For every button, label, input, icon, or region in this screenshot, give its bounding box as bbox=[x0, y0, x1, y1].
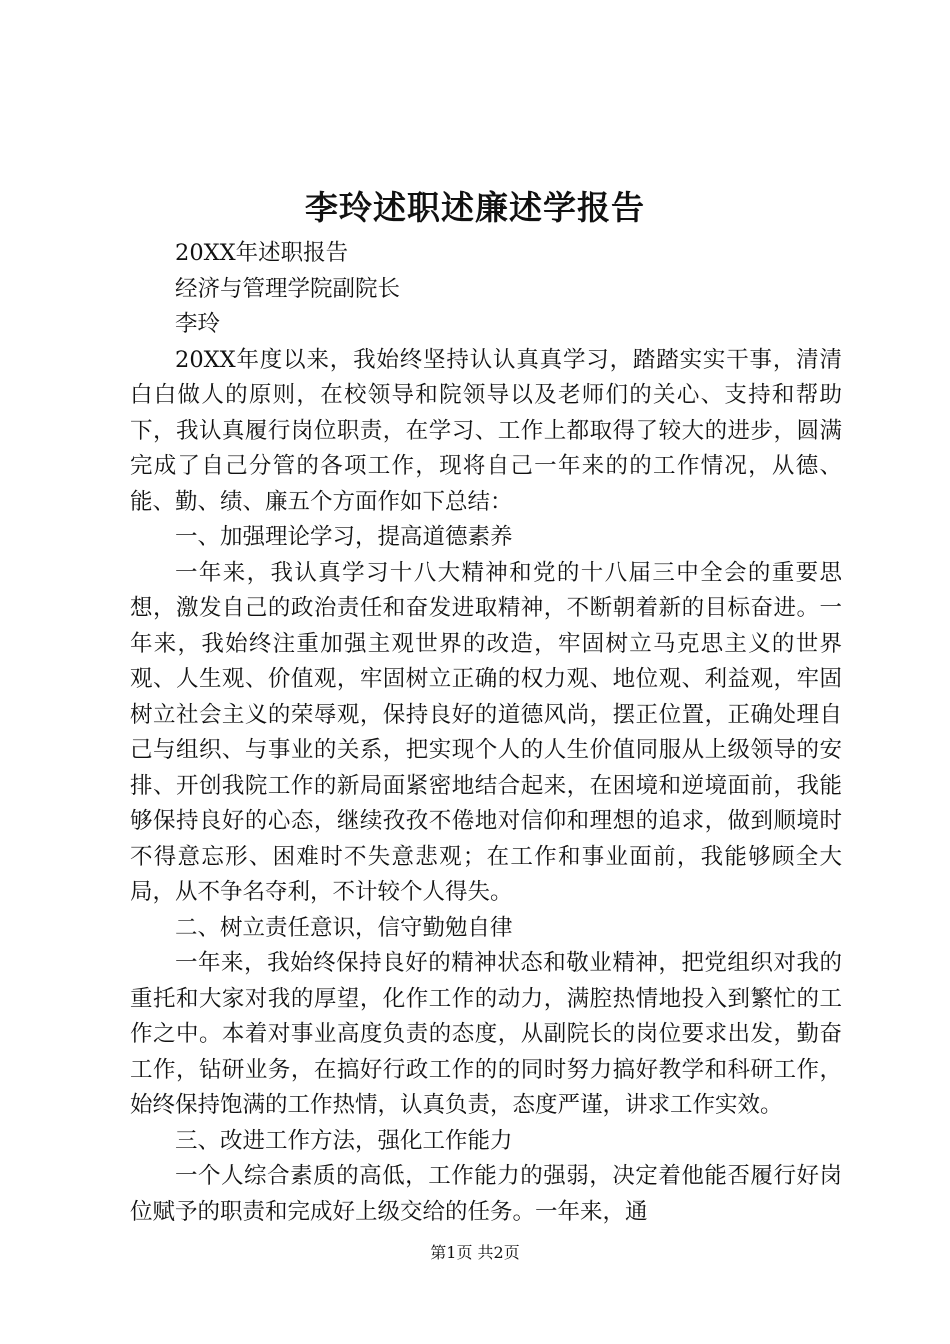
report-year-line: 20XX年述职报告 bbox=[175, 240, 349, 266]
section-2-paragraph: 一年来，我始终保持良好的精神状态和敬业精神，把党组织对我的重托和大家对我的厚望，化作工作的动力，满腔热情地投入到繁忙的工作之中。本着对事业高度负责的态度，从副院长的岗位要求出发，勤奋工作，钻研业务，在搞好行政工作的的同时努力搞好教学和科研工作，始终保持饱满的工作热情，认真负责，态度严谨，讲求工作实效。 bbox=[130, 950, 842, 1118]
section-heading-2: 二、树立责任意识，信守勤勉自律 bbox=[175, 914, 513, 941]
author-position-line: 经济与管理学院副院长 bbox=[175, 275, 401, 302]
section-1-paragraph: 一年来，我认真学习十八大精神和党的十八届三中全会的重要思想，激发自己的政治责任和奋发进取精神，不断朝着新的目标奋进。一年来，我始终注重加强主观世界的改造，牢固树立马克思主义的世界观、人生观、价值观，牢固树立正确的权力观、地位观、利益观，牢固树立社会主义的荣辱观，保持良好的道德风尚，摆正位置，正确处理自己与组织、与事业的关系，把实现个人的人生价值同服从上级领导的安排、开创我院工作的新局面紧密地结合起来，在困境和逆境面前，我能够保持良好的心态，继续孜孜不倦地对信仰和理想的追求，做到顺境时不得意忘形、困难时不失意悲观；在工作和事业面前，我能够顾全大局，从不争名夺利，不计较个人得失。 bbox=[130, 559, 842, 905]
document-title: 李玲述职述廉述学报告 bbox=[305, 188, 645, 227]
section-3-paragraph: 一个人综合素质的高低，工作能力的强弱，决定着他能否履行好岗位赋予的职责和完成好上级交给的任务。一年来，通 bbox=[130, 1163, 842, 1225]
section-heading-3: 三、改进工作方法，强化工作能力 bbox=[175, 1127, 513, 1154]
intro-paragraph: 20XX年度以来，我始终坚持认认真真学习，踏踏实实干事，清清白白做人的原则，在校领导和院领导以及老师们的关心、支持和帮助下，我认真履行岗位职责，在学习、工作上都取得了较大的进步，圆满完成了自己分管的各项工作，现将自己一年来的的工作情况，从德、能、勤、绩、廉五个方面作如下总结： bbox=[130, 346, 842, 515]
page-number-footer: 第1页 共2页 bbox=[430, 1243, 520, 1262]
author-name-line: 李玲 bbox=[175, 311, 221, 337]
section-heading-1: 一、加强理论学习，提高道德素养 bbox=[175, 524, 513, 550]
document-body bbox=[130, 236, 842, 1230]
